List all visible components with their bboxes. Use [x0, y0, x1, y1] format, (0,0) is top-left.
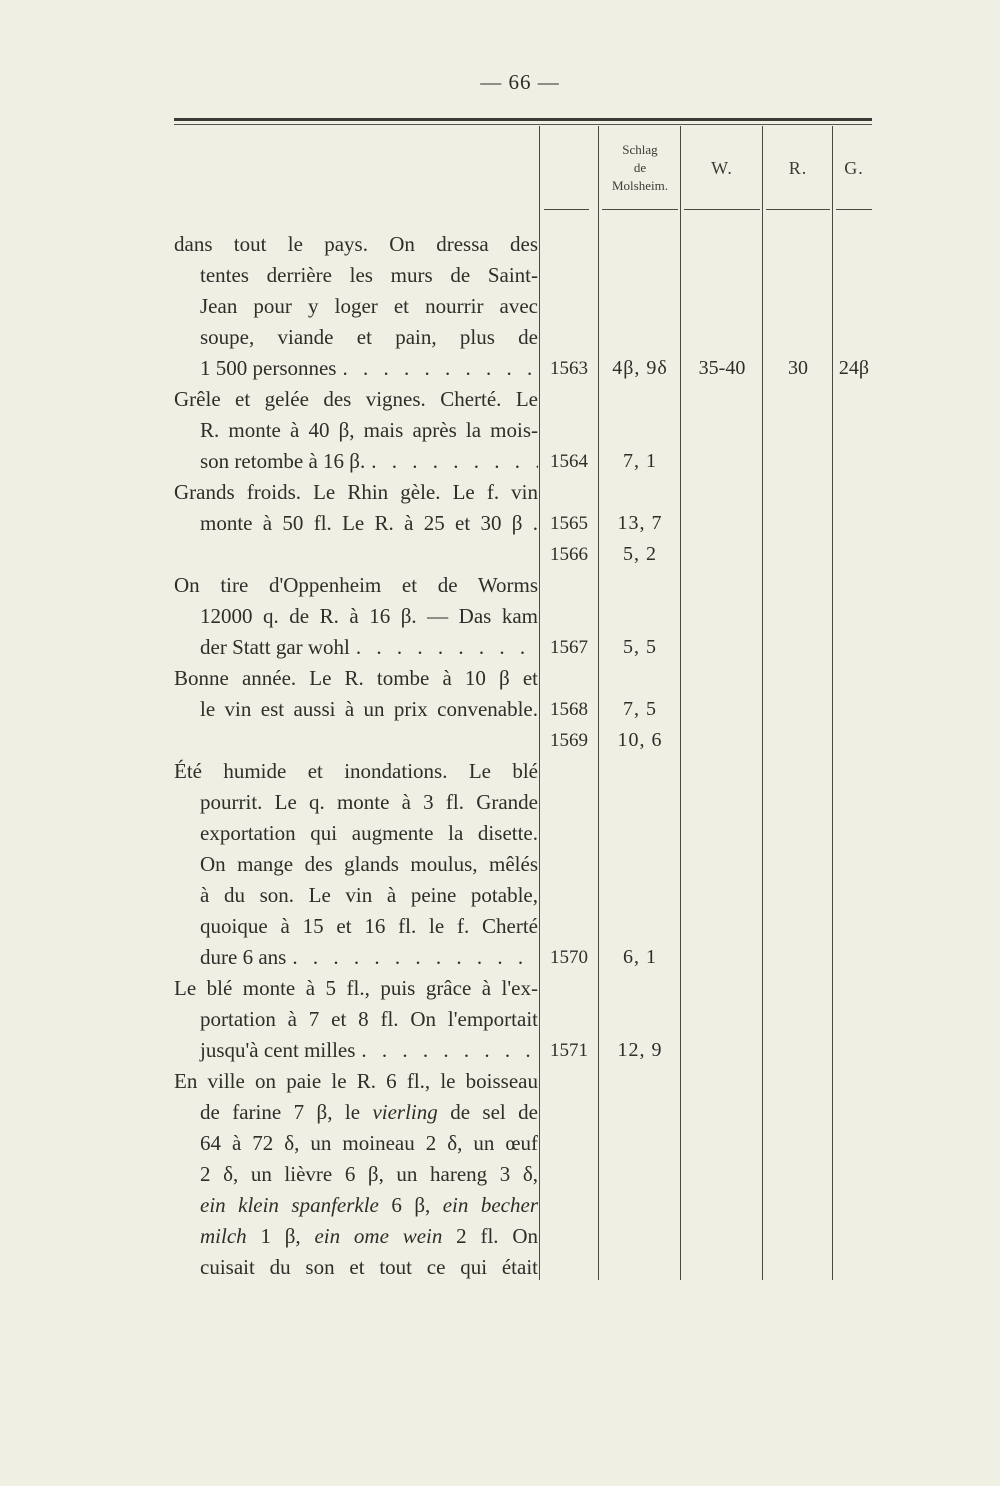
- header-rule-thin: [174, 124, 872, 125]
- column-header-r: R.: [788, 157, 808, 178]
- year-cell: 1569: [550, 730, 588, 751]
- column-header-g: G.: [844, 157, 864, 178]
- schlag-cell: 13, 7: [617, 512, 663, 534]
- schlag-cell: 12, 9: [617, 1039, 663, 1061]
- entry-line: R. monte à 40 β, mais après la mois-: [200, 418, 538, 442]
- column-header-schlag: Schlag de Molsheim.: [612, 142, 668, 193]
- year-cell: 1568: [550, 699, 588, 720]
- entry-line: Jean pour y loger et nourrir avec: [200, 294, 538, 318]
- schlag-cell: 10, 6: [617, 729, 663, 751]
- schlag-cell: 5, 2: [623, 543, 657, 565]
- leader-dots: [365, 446, 538, 477]
- schlag-cell: 6, 1: [623, 946, 657, 968]
- entry-line: cuisait du son et tout ce qui était: [200, 1255, 538, 1279]
- entry-line: 64 à 72 δ, un moineau 2 δ, un œuf: [200, 1131, 538, 1155]
- year-cell: 1565: [550, 513, 588, 534]
- leader-dots: [286, 942, 538, 973]
- r-cell: 30: [788, 357, 808, 379]
- entry-line: Grêle et gelée des vignes. Cherté. Le: [174, 387, 538, 411]
- entry-line: Été humide et inondations. Le blé: [174, 759, 538, 783]
- chronicle-entry: [174, 570, 538, 663]
- entry-line: dure 6 ans . . .: [174, 942, 538, 973]
- entry-line: 12000 q. de R. à 16 β. — Das kam: [200, 604, 538, 628]
- entry-line: On mange des glands moulus, mêlés: [200, 852, 538, 876]
- leader-dots: [350, 632, 538, 663]
- column-divider-year: [598, 126, 599, 1280]
- entry-line: Le blé monte à 5 fl., puis grâce à l'ex-: [174, 976, 538, 1000]
- chronicle-entry: [174, 973, 538, 1066]
- entry-line: quoique à 15 et 16 fl. le f. Cherté: [200, 914, 538, 938]
- schlag-cell: 7, 5: [623, 698, 657, 720]
- entry-line: exportation qui augmente la disette.: [200, 821, 538, 845]
- entry-line: son retombe à 16 β. . . .: [174, 446, 538, 477]
- entry-line: monte à 50 fl. Le R. à 25 et 30 β .: [200, 511, 538, 535]
- g-cell: 24β: [838, 357, 870, 379]
- entry-line: pourrit. Le q. monte à 3 fl. Grande: [200, 790, 538, 814]
- schlag-cell: 7, 1: [623, 450, 657, 472]
- schlag-cell: 4β, 9δ: [612, 357, 668, 379]
- schlag-cell: 5, 5: [623, 636, 657, 658]
- chronicle-entry: [174, 477, 538, 539]
- entry-line: milch 1 β, ein ome wein 2 fl. On: [200, 1224, 538, 1248]
- header-rule-thick: [174, 118, 872, 121]
- entry-line: der Statt gar wohl . . .: [174, 632, 538, 663]
- entry-line: On tire d'Oppenheim et de Worms: [174, 573, 538, 597]
- header-underline-schlag: [602, 209, 678, 210]
- chronicle-entry: [174, 229, 538, 384]
- year-cell: 1566: [550, 544, 588, 565]
- entry-line: soupe, viande et pain, plus de: [200, 325, 538, 349]
- page-number: — 66 —: [480, 70, 560, 94]
- entry-line: tentes derrière les murs de Saint-: [200, 263, 538, 287]
- leader-dots: [355, 1035, 538, 1066]
- header-underline-g: [836, 209, 872, 210]
- entry-line: le vin est aussi à un prix convenable.: [200, 697, 538, 721]
- entry-line: à du son. Le vin à peine potable,: [200, 883, 538, 907]
- chronicle-entry: [174, 1066, 538, 1283]
- entry-line: de farine 7 β, le vierling de sel de: [200, 1100, 538, 1124]
- header-underline-year: [544, 209, 589, 210]
- chronicle-entry: [174, 663, 538, 725]
- column-divider-w: [762, 126, 763, 1280]
- year-cell: 1570: [550, 947, 588, 968]
- leader-dots: [336, 353, 538, 384]
- year-cell: 1567: [550, 637, 588, 658]
- w-cell: 35-40: [698, 357, 746, 379]
- entry-line: portation à 7 et 8 fl. On l'emportait: [200, 1007, 538, 1031]
- header-underline-r: [766, 209, 830, 210]
- year-cell: 1571: [550, 1040, 588, 1061]
- entry-line: En ville on paie le R. 6 fl., le boisseau: [174, 1069, 538, 1093]
- chronicle-entry: [174, 384, 538, 477]
- entry-line: dans tout le pays. On dressa des: [174, 232, 538, 256]
- entry-line: 2 δ, un lièvre 6 β, un hareng 3 δ,: [200, 1162, 538, 1186]
- year-cell: 1563: [550, 358, 588, 379]
- entry-line: jusqu'à cent milles . . .: [174, 1035, 538, 1066]
- column-divider-schlag: [680, 126, 681, 1280]
- entry-line: Bonne année. Le R. tombe à 10 β et: [174, 666, 538, 690]
- column-header-w: W.: [711, 157, 733, 178]
- chronicle-entry: [174, 756, 538, 973]
- header-underline-w: [684, 209, 760, 210]
- entry-line: Grands froids. Le Rhin gèle. Le f. vin: [174, 480, 538, 504]
- entry-line: ein klein spanferkle 6 β, ein becher: [200, 1193, 538, 1217]
- year-cell: 1564: [550, 451, 588, 472]
- entry-line: 1 500 personnes . . .: [174, 353, 538, 384]
- column-divider-r: [832, 126, 833, 1280]
